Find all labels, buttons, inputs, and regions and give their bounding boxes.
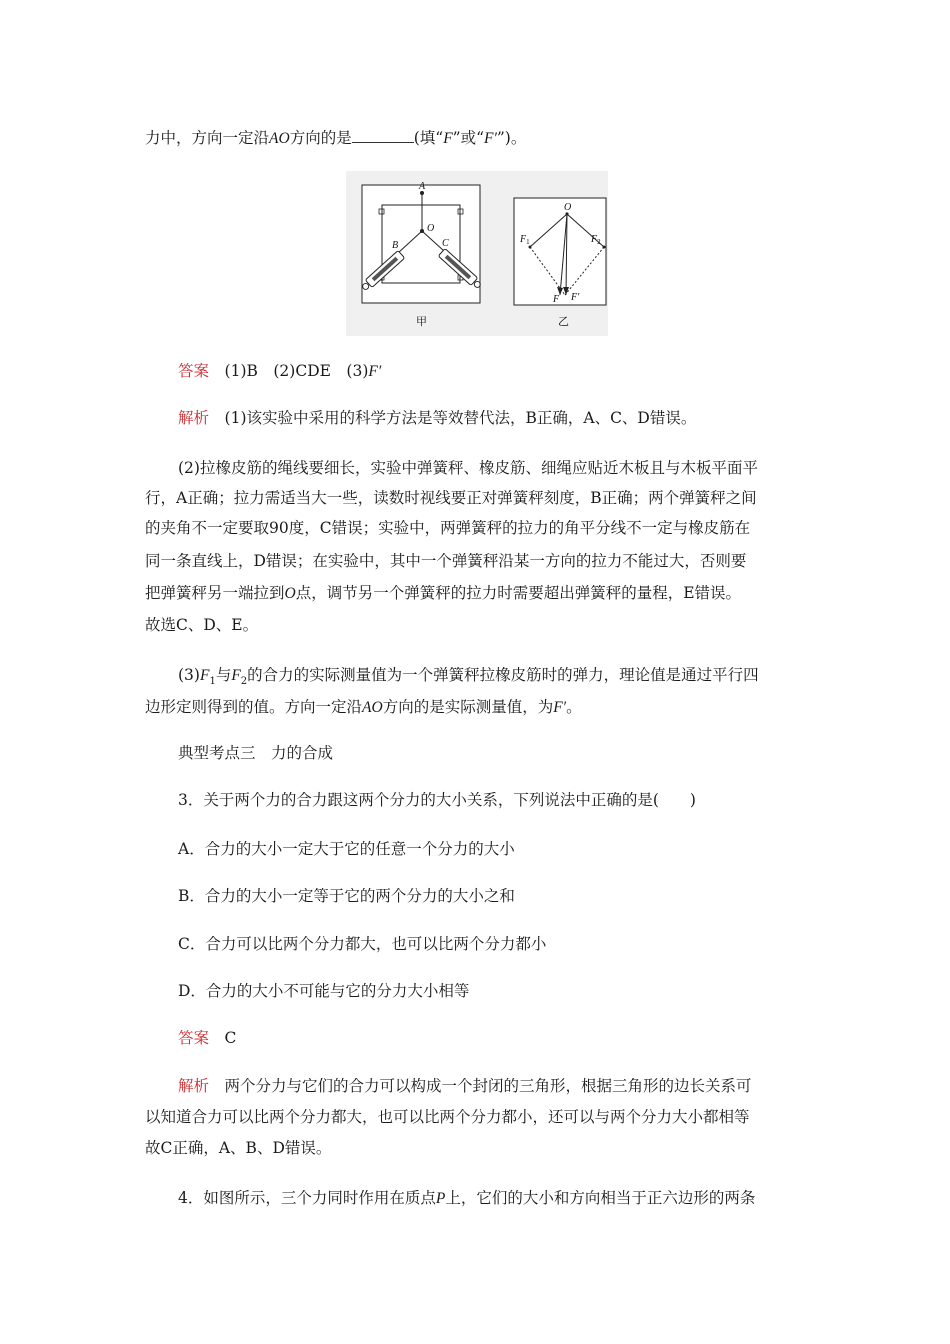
option-c: C．合力可以比两个分力都大，也可以比两个分力都小 <box>178 935 547 953</box>
label-a: A <box>419 181 426 192</box>
analysis-line-1: 解析 (1)该实验中采用的科学方法是等效替代法，B正确，A、C、D错误。 <box>178 409 697 427</box>
option-b: B．合力的大小一定等于它的两个分力的大小之和 <box>178 887 515 905</box>
analysis-paragraph-3-line: 边形定则得到的值。方向一定沿AO方向的是实际测量值，为F′。 <box>145 698 582 716</box>
label-b: B <box>392 240 399 251</box>
option-d: D．合力的大小不可能与它的分力大小相等 <box>178 982 470 1000</box>
option-a: A．合力的大小一定大于它的任意一个分力的大小 <box>178 840 515 858</box>
caption-yi: 乙 <box>558 315 569 328</box>
analysis-paragraph-3-line: $(3)F_1$与$F_2$的合力的实际测量值为一个弹簧秤拉橡皮筋时的弹力，理论值是通过平行四 <box>178 666 759 688</box>
analysis-paragraph-2-line: 行，A正确；拉力需适当大一些，读数时视线要正对弹簧秤刻度，B正确；两个弹簧秤之间 <box>145 489 757 507</box>
label-fprime: F′ <box>571 292 580 303</box>
analysis-2-line: 故C正确，A、B、D错误。 <box>145 1139 332 1157</box>
answer-blank <box>352 129 414 143</box>
question-4-stem: 4．如图所示，三个力同时作用在质点P上，它们的大小和方向相当于正六边形的两条 <box>178 1189 756 1207</box>
label-f: F <box>553 294 560 305</box>
section-title: 典型考点三 力的合成 <box>178 744 334 762</box>
analysis-2-line: 解析 两个分力与它们的合力可以构成一个封闭的三角形，根据三角形的边长关系可 <box>178 1077 752 1095</box>
caption-jia: 甲 <box>416 315 427 328</box>
analysis-paragraph-2-line: 把弹簧秤另一端拉到O点，调节另一个弹簧秤的拉力时需要超出弹簧秤的量程，E错误。 <box>145 584 742 602</box>
analysis-label: 解析 <box>178 1077 210 1095</box>
question-tail-line: 力中，方向一定沿AO方向的是 (填“F”或“F′”)。 <box>145 129 527 147</box>
analysis-paragraph-2-line: (2)拉橡皮筋的绳线要细长，实验中弹簧秤、橡皮筋、细绳应贴近木板且与木板平面平 <box>178 459 758 477</box>
analysis-2-line: 以知道合力可以比两个分力都大，也可以比两个分力都小，还可以与两个分力大小都相等 <box>145 1108 750 1126</box>
analysis-paragraph-2-line: 的夹角不一定要取90度，C错误；实验中，两弹簧秤的拉力的角平分线不一定与橡皮筋在 <box>145 519 751 537</box>
answer-label: 答案 <box>178 362 210 380</box>
label-f1: $F_1$ <box>520 234 530 246</box>
label-o-2: O <box>564 202 572 213</box>
analysis-label: 解析 <box>178 409 210 427</box>
label-c: C <box>442 238 449 249</box>
label-f2: $F_2$ <box>591 234 601 246</box>
board-outer <box>362 185 480 303</box>
figure-svg <box>346 171 608 336</box>
experiment-figure <box>346 171 608 336</box>
answer-line-2: 答案 C <box>178 1029 237 1047</box>
label-o: O <box>427 223 435 234</box>
answer-label: 答案 <box>178 1029 210 1047</box>
analysis-paragraph-2-line: 故选C、D、E。 <box>145 616 259 634</box>
question-3-stem: 3．关于两个力的合力跟这两个分力的大小关系，下列说法中正确的是( ) <box>178 791 696 809</box>
analysis-paragraph-2-line: 同一条直线上，D错误；在实验中，其中一个弹簧秤沿某一方向的拉力不能过大，否则要 <box>145 552 747 570</box>
answer-line-1: 答案 (1)B (2)CDE (3)F′ <box>178 362 382 380</box>
